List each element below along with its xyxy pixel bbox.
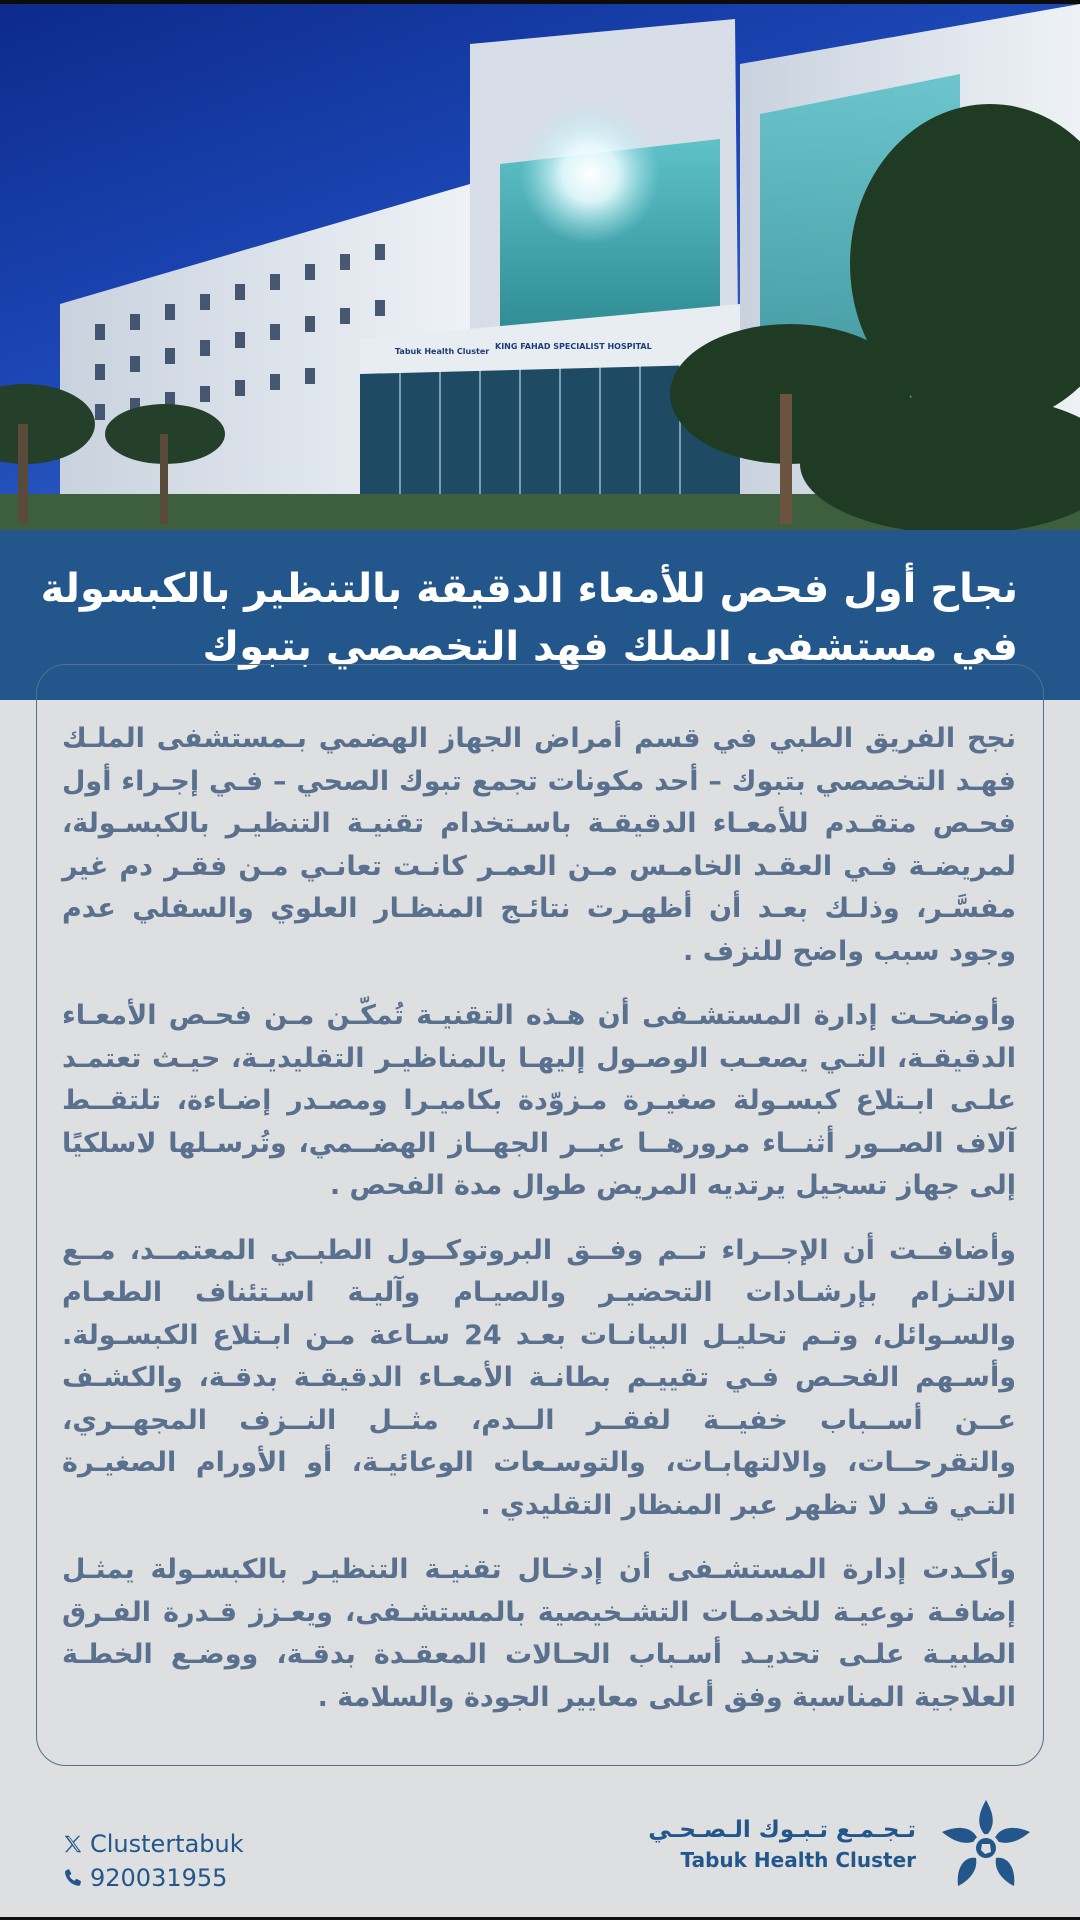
- x-logo-icon: [62, 1833, 90, 1855]
- hero-photo: [0, 4, 1080, 530]
- phone-icon: [62, 1867, 90, 1889]
- hero-sign-right-text: KING FAHAD SPECIALIST HOSPITAL: [495, 342, 652, 351]
- paragraph-2: وأوضحـت إدارة المستشـفى أن هـذه التقنيـة تُمكّـن مـن فحـص الأمعـاء الدقيقـة، التـي يصعـب الوصـول إليهـا بالمناظيـر التقليديـة، حيـث تعتمـد علـى ابـتلاع كبسـولة صغيـرة مـزوّدة بكاميـرا ومصـدر إضـاءة، تلتقــط آلاف الصــور أثنــاء مرورهــا عبــر الجهــاز الهضــمي، وتُرسـلها لاسلكيًا إلى جهاز تسجيل يرتديه المريض طوال مدة الفحص .: [62, 1000, 1016, 1201]
- tabuk-health-cluster-logo-icon: [936, 1796, 1036, 1892]
- hospital-building-illustration: [0, 4, 1080, 530]
- x-account[interactable]: [62, 1828, 244, 1860]
- phone-contact[interactable]: [62, 1862, 244, 1894]
- paragraph-4: وأكـدت إدارة المستشـفى أن إدخـال تقنيـة التنظيـر بالكبسـولة يمثـل إضافـة نوعيـة للخدمـات التشـخيصية بالمستشـفى، ويعـزز قـدرة الفـرق الطبيـة علـى تحديـد أسـباب الحـالات المعقـدة بدقـة، ووضـع الخطـة العلاجية المناسبة وفق أعلى معايير الجودة والسلامة .: [62, 1554, 1016, 1713]
- contact-info: [62, 1828, 244, 1896]
- paragraph-1: نجح الفريق الطبي في قسم أمراض الجهاز الهضمي بـمستشفى الملـك فهـد التخصصي بتبوك – أحد مكونات تجمع تبوك الصحي – فـي إجـراء أول فحـص متقـدم للأمعـاء الدقيقـة باسـتخدام تقنيـة التنظيـر بالكبسـولة، لمريضـة فـي العقـد الخامـس مـن العمـر كانـت تعانـي مـن فقـر دم غير مفسَّـر، وذلـك بعـد أن أظهـرت نتائـج المنظـار العلوي والسفلي عدم وجود سبب واضح للنزف .: [62, 723, 1016, 967]
- paragraph-3: وأضافــت أن الإجــراء تــم وفــق البروتوكــول الطبــي المعتمــد، مــع الالتـزام بإرشـادات التحضيـر والصيـام وآليـة اسـتئناف الطعـام والسـوائل، وتـم تحليـل البيانـات بعـد 24 سـاعة مـن ابـتلاع الكبسـولة. وأسـهم الفحـص فـي تقييـم بطانـة الأمعـاء الدقيقـة بدقـة، والكشـف عــن أســباب خفيــة لفقــر الــدم، مثــل النــزف المجهــري، والتقرحــات، والالتهابـات، والتوسـعات الوعائيـة، أو الأورام الصغيـرة التـي قـد لا تظهر عبر المنظار التقليدي .: [62, 1234, 1017, 1521]
- brand-name-english: Tabuk Health Cluster: [680, 1848, 916, 1872]
- brand-text: [648, 1814, 916, 1874]
- brand-name-arabic: تـجـمـع تـبـوك الـصـحـي: [648, 1817, 916, 1843]
- headline: نجاح أول فحص للأمعاء الدقيقة بالتنظير بالكبسولة في مستشفى الملك فهد التخصصي بتبوك: [40, 566, 1018, 670]
- hero-sign-left-text: Tabuk Health Cluster: [395, 347, 490, 356]
- article-body: [62, 718, 1016, 1741]
- x-handle: Clustertabuk: [90, 1830, 244, 1858]
- phone-number: 920031955: [90, 1864, 228, 1892]
- brand-block: [648, 1796, 1036, 1892]
